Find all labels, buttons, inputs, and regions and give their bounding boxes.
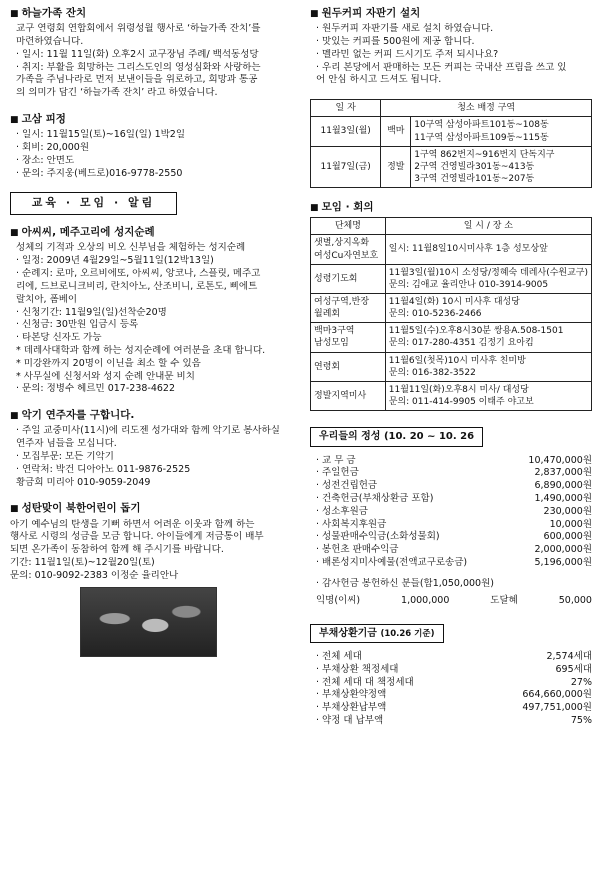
text-line: · 취지: 부활을 희망하는 그리스도인의 영성심화와 사랑하는 — [16, 61, 261, 73]
text-line: · 문의: 정병수 헤르민 017-238-4622 — [16, 383, 176, 395]
meetings-title: ■ 모임 · 회의 — [310, 200, 592, 214]
list-item — [316, 689, 592, 702]
meeting-info — [385, 323, 591, 352]
debt-list — [310, 651, 592, 728]
donor-name: 익명(이씨) — [316, 594, 361, 606]
text-line: 마련하였습니다. — [16, 35, 84, 47]
cleaning-areas — [411, 117, 592, 146]
item-value: 2,574세대 — [546, 651, 592, 663]
cleaning-header-area: 청소 배정 구역 — [381, 100, 592, 117]
cleaning-group: 백마 — [381, 117, 411, 146]
meeting-name — [311, 352, 386, 381]
item-value: 1,490,000원 — [534, 493, 592, 505]
cleaning-areas — [411, 146, 592, 187]
donor-name: 도달혜 — [490, 594, 518, 606]
text-line: · 멜라민 없는 커피 드시기도 주저 되시나요? — [316, 48, 499, 60]
text-line: 성체의 기적과 오상의 비오 신부님을 체험하는 성지순례 — [16, 242, 246, 254]
list-item — [316, 506, 592, 519]
text-line: · 신청기간: 11월9일(일)선착순20명 — [16, 306, 167, 318]
family-feast-section — [10, 6, 290, 100]
area-line: 10구역 삼성아파트101동~108동 — [414, 120, 549, 131]
name-line: 여성구역,반장 — [314, 296, 370, 307]
info-line: 문의: 011-414-9905 이태주 야고보 — [388, 396, 534, 407]
pilgrimage-title: ■ 아씨씨, 메주고리에 성지순례 — [10, 225, 290, 239]
info-line: 문의: 김애교 율리안나 010-3914-9005 — [388, 279, 549, 290]
debt-title: 부채상환기금 — [319, 627, 377, 639]
finance-period: (10. 20 ~ 10. 26 — [383, 431, 475, 443]
info-line: 11월3일(월)10시 소성당/정혜숙 데레사(수원교구) — [388, 267, 588, 278]
family-feast-title: ■ 하늘가족 잔치 — [10, 6, 290, 20]
item-label: · 부채상환납부액 — [316, 702, 387, 714]
nativity-photo — [80, 587, 217, 657]
list-item — [316, 544, 592, 557]
cleaning-date: 11월7일(금) — [311, 146, 381, 187]
item-label: · 부채상환 책정세대 — [316, 663, 399, 675]
item-label: · 주일헌금 — [316, 467, 359, 479]
text-line: 되면 온가족이 동참하여 함께 해 주시기를 바랍니다. — [10, 544, 224, 556]
retreat-body — [10, 129, 290, 180]
text-line: · 신청금: 30만원 입금시 등록 — [16, 319, 139, 331]
family-feast-body — [10, 23, 290, 100]
text-line: · 장소: 안면도 — [16, 154, 75, 166]
text-line: · 주일 교중미사(11시)에 리도젠 성가대와 함께 악기로 봉사하실 — [16, 425, 280, 437]
item-value: 2,837,000원 — [534, 467, 592, 479]
item-label: · 봉헌초 판매수익금 — [316, 544, 399, 556]
item-label: · 교 무 금 — [316, 454, 356, 466]
item-value: 2,000,000원 — [534, 544, 592, 556]
info-line: 11월11일(화)오후8시 미사/ 대성당 — [388, 384, 529, 395]
item-label: · 성물판매수익금(소화성물회) — [316, 531, 440, 543]
item-label: · 성전건립헌금 — [316, 480, 378, 492]
info-line: 11월5일(수)오후8시30분 쌍용A.508-1501 — [388, 326, 564, 337]
text-line: · 우리 본당에서 판매하는 모든 커피는 국내산 프림을 쓰고 있 — [316, 61, 567, 73]
list-item — [316, 715, 592, 728]
finance-list — [310, 455, 592, 608]
debt-title-box — [310, 624, 444, 644]
name-line: 남성모임 — [314, 338, 349, 349]
table-row — [311, 381, 592, 410]
text-line: 어 안심 하시고 드셔도 됩니다. — [316, 74, 442, 86]
text-line: 의 의미가 담긴 ‘하늘가족 잔치’ 라고 하였습니다. — [16, 87, 218, 99]
coffee-section — [310, 6, 592, 87]
cleaning-group: 정발 — [381, 146, 411, 187]
name-line: 성령기도회 — [314, 273, 358, 284]
text-line: 교구 연령회 연합회에서 위령성월 행사로 ‘하늘가족 잔치’를 — [16, 23, 261, 35]
donor-row — [316, 595, 592, 608]
item-label: · 성소후원금 — [316, 505, 368, 517]
meeting-info — [385, 264, 591, 293]
list-item — [316, 651, 592, 664]
item-value: 695세대 — [555, 663, 592, 675]
finance-title: 우리들의 정성 — [319, 431, 381, 443]
musician-title: ■ 악기 연주자를 구합니다. — [10, 408, 290, 422]
name-line: 월례회 — [314, 309, 341, 320]
north-korea-children-title: ■ 성탄맞이 북한어린이 돕기 — [10, 501, 290, 515]
area-line: 11구역 삼성아파트109동~115동 — [414, 132, 549, 143]
meeting-name — [311, 293, 386, 322]
finance-title-box — [310, 427, 483, 447]
education-heading-box: 교육 · 모임 · 알림 — [10, 192, 177, 215]
meeting-name — [311, 264, 386, 293]
text-line: 가족을 주님나라로 먼저 보낸이들을 위로하고, 희망과 통공 — [16, 74, 258, 86]
table-row — [311, 235, 592, 264]
table-row — [311, 293, 592, 322]
list-item — [316, 664, 592, 677]
text-line: · 일시: 11월15일(토)~16일(일) 1박2일 — [16, 129, 186, 141]
list-item — [316, 531, 592, 544]
item-value: 230,000원 — [543, 505, 592, 517]
text-line: · 문의: 주지웅(베드로)016-9778-2550 — [16, 167, 183, 179]
info-line: 11월6일(첫목)10시 미사후 친미방 — [388, 355, 526, 366]
thanks-offering-line: · 감사헌금 봉헌하신 분들(합1,050,000원) — [316, 577, 494, 589]
list-item — [316, 480, 592, 493]
list-item — [316, 557, 592, 570]
list-item — [316, 493, 592, 506]
north-korea-children-body — [10, 519, 290, 583]
text-line: 리에, 드브로니크비리, 란치아노, 산조비니, 로톤도, 삐에트 — [16, 280, 258, 292]
item-value: 10,000원 — [549, 518, 592, 530]
text-line: · 모집부문: 모든 기악기 — [16, 451, 114, 463]
item-label: · 전체 세대 — [316, 651, 362, 663]
item-value: 664,660,000원 — [522, 689, 592, 701]
text-line: 문의: 010-9092-2383 이정순 율리안나 — [10, 569, 179, 581]
meeting-info — [385, 381, 591, 410]
text-line: · 연락처: 박건 디아아노 011-9876-2525 — [16, 463, 191, 475]
finance-section — [310, 423, 592, 607]
item-label: · 전체 세대 대 책정세대 — [316, 676, 414, 688]
info-line: 문의: 010-5236-2466 — [388, 309, 482, 320]
cleaning-table-wrap — [310, 99, 592, 188]
text-line: * 미강완까지 20명이 이닌을 최소 할 수 있음 — [16, 357, 201, 369]
meeting-info — [385, 235, 591, 264]
debt-basis: (10.26 기준) — [380, 628, 435, 639]
area-line: 3구역 건영빌라101동~207동 — [414, 173, 535, 184]
text-line: · 회비: 20,000원 — [16, 142, 90, 154]
info-line: 문의: 017-280-4351 김정기 요아킴 — [388, 338, 534, 349]
table-row — [311, 117, 592, 146]
item-value: 5,196,000원 — [534, 557, 592, 569]
list-item — [316, 677, 592, 690]
debt-section — [310, 620, 592, 728]
text-line: * 사무실에 신청서와 성지 순례 안내문 비치 — [16, 370, 195, 382]
item-value: 6,890,000원 — [534, 480, 592, 492]
donor-amount: 50,000 — [558, 594, 592, 606]
text-line: 연주자 님들을 모십니다. — [16, 438, 117, 450]
coffee-title: ■ 원두커피 자판기 설치 — [310, 6, 592, 20]
list-item — [316, 702, 592, 715]
item-label: · 약정 대 납부액 — [316, 715, 384, 727]
cleaning-table — [310, 99, 592, 188]
area-line: 2구역 건영빌라301동~413동 — [414, 161, 535, 172]
item-label: · 건축헌금(부채상환금 포함) — [316, 493, 434, 505]
musician-section — [10, 408, 290, 489]
text-line: · 일시: 11월 11일(화) 오후2시 교구장님 주례/ 백석동성당 — [16, 48, 259, 60]
text-line: · 원두커피 자판기를 새로 설치 하였습니다. — [316, 23, 494, 35]
item-label: · 사회복지후원금 — [316, 518, 387, 530]
meetings-header-name: 단체명 — [311, 218, 386, 235]
pilgrimage-body — [10, 242, 290, 396]
text-line: · 타본당 신자도 가능 — [16, 332, 102, 344]
name-line: 연령회 — [314, 361, 341, 372]
item-label: · 배론성지미사예물(전액교구로송금) — [316, 557, 468, 569]
area-line: 1구역 862번지~916번지 단독지구 — [414, 149, 555, 160]
item-value: 27% — [570, 676, 592, 688]
coffee-body — [310, 23, 592, 87]
item-value: 75% — [570, 715, 592, 727]
meeting-info — [385, 293, 591, 322]
text-line: 아기 예수님의 탄생을 기뻐 하면서 어려운 이웃과 함께 하는 — [10, 518, 255, 530]
retreat-section — [10, 112, 290, 180]
text-line: * 데레사대학과 함께 하는 성지순례에 여러분을 초대 합니다. — [16, 344, 266, 356]
meeting-name — [311, 323, 386, 352]
item-value: 10,470,000원 — [528, 454, 592, 466]
text-line: · 맛있는 커피를 500원에 제공 합니다. — [316, 35, 475, 47]
cleaning-header-date: 일 자 — [311, 100, 381, 117]
name-line: 백마3구역 — [314, 326, 355, 337]
meeting-info — [385, 352, 591, 381]
info-line: 일시: 11월8일10시미사후 1층 성모상앞 — [388, 244, 548, 255]
text-line: 기간: 11월1일(토)~12월20일(토) — [10, 557, 155, 569]
cleaning-date: 11월3일(월) — [311, 117, 381, 146]
meetings-header-info: 일 시 / 장 소 — [385, 218, 591, 235]
meeting-name — [311, 381, 386, 410]
text-line: 랄치아, 폼베이 — [16, 293, 78, 305]
left-column — [10, 4, 290, 669]
meetings-table — [310, 217, 592, 411]
retreat-title: ■ 고삼 피정 — [10, 112, 290, 126]
north-korea-children-section — [10, 501, 290, 656]
list-item — [316, 467, 592, 480]
item-value: 497,751,000원 — [522, 702, 592, 714]
list-item — [316, 455, 592, 468]
donor-amount: 1,000,000 — [401, 594, 450, 606]
info-line: 11월4일(화) 10시 미사후 대성당 — [388, 296, 520, 307]
text-line: · 일정: 2009년 4월29일~5월11일(12박13일) — [16, 255, 214, 267]
text-line: 황금희 미리아 010-9059-2049 — [16, 476, 151, 488]
table-row — [311, 352, 592, 381]
name-line: 여성Cu자연보호 — [314, 250, 379, 261]
musician-body — [10, 425, 290, 489]
name-line: 샛별,상지옥화 — [314, 238, 370, 249]
table-row — [311, 323, 592, 352]
text-line: 행사로 시령의 성금을 모금 합니다. 아이들에게 저금통이 배부 — [10, 531, 264, 543]
table-row — [311, 264, 592, 293]
right-column — [310, 4, 592, 740]
name-line: 정발지역미사 — [314, 390, 367, 401]
meetings-section — [310, 200, 592, 411]
item-value: 600,000원 — [543, 531, 592, 543]
list-item — [316, 519, 592, 532]
table-row — [311, 146, 592, 187]
meeting-name — [311, 235, 386, 264]
text-line: · 순례지: 로마, 오르비에또, 아씨씨, 앙코나, 스플릿, 메주고 — [16, 268, 261, 280]
item-label: · 부채상환약정액 — [316, 689, 387, 701]
info-line: 문의: 016-382-3522 — [388, 367, 476, 378]
pilgrimage-section — [10, 225, 290, 396]
